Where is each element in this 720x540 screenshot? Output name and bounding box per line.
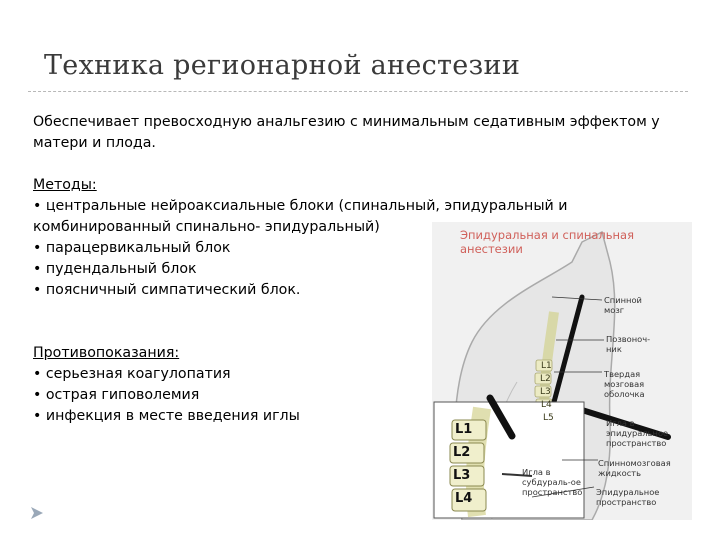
contraindications-item: • инфекция в месте введения иглы [33,408,300,424]
methods-item: • пудендальный блок [33,261,197,277]
label-text: эпидуральное [606,428,669,438]
label-text: оболочка [604,389,645,399]
figure-title-line-2: анестезии [460,242,523,256]
label-text: Позвоноч- [606,334,651,344]
methods-item: • центральные нейроаксиальные блоки (спинальный, эпидуральный и [33,198,568,214]
contraindications-heading: Противопоказания: [33,345,180,361]
vertebra-label-small: L2 [540,374,551,384]
vertebra-label-large: L2 [453,445,471,460]
slide-title: Техника регионарной анестезии [44,50,521,81]
label-text: пространство [606,438,667,448]
vertebra-label-small: L5 [543,413,554,423]
label-epidural-needle [606,418,668,448]
label-text: ник [606,344,622,354]
label-text: Игла в [606,418,635,428]
slide-nav-arrow-icon [28,505,46,521]
figure-title [460,228,634,256]
label-text: Спинной [604,295,642,305]
label-text: мозг [604,305,625,315]
contraindications-item: • острая гиповолемия [33,387,200,403]
vertebra-label-small: L3 [540,387,551,397]
label-text: пространство [596,497,657,507]
methods-item: • парацервикальный блок [33,240,231,256]
title-divider [28,91,688,92]
label-text: субдураль-ое [522,477,581,487]
label-text: жидкость [598,468,641,478]
label-text: Эпидуральное [596,487,660,497]
vertebra-label-large: L1 [455,422,473,437]
label-epidural-space [596,487,659,507]
vertebra-label-small: L1 [541,361,552,371]
label-subdural-needle [522,467,582,497]
vertebra-label-large: L4 [455,491,473,506]
label-text: пространство [522,487,583,497]
vertebra-label-large: L3 [453,468,471,483]
methods-item: • поясничный симпатический блок. [33,282,301,298]
label-csf [598,458,671,478]
label-text: Твердая [604,369,641,379]
label-text: мозговая [604,379,645,389]
vertebra-label-small: L4 [541,400,552,410]
intro-line-1: Обеспечивает превосходную анальгезию с минимальным седативным эффектом у [33,114,660,130]
figure-title-line-1: Эпидуральная и спинальная [460,228,635,242]
contraindications-item: • серьезная коагулопатия [33,366,231,382]
methods-heading: Методы: [33,177,97,193]
label-spinal-cord [604,295,642,315]
label-dura [604,369,645,399]
label-text: Спинномозговая [598,458,671,468]
methods-item: комбинированный спинально- эпидуральный) [33,219,380,235]
intro-line-2: матери и плода. [33,135,156,151]
label-vertebra [606,334,650,354]
label-text: Игла в [522,467,551,477]
